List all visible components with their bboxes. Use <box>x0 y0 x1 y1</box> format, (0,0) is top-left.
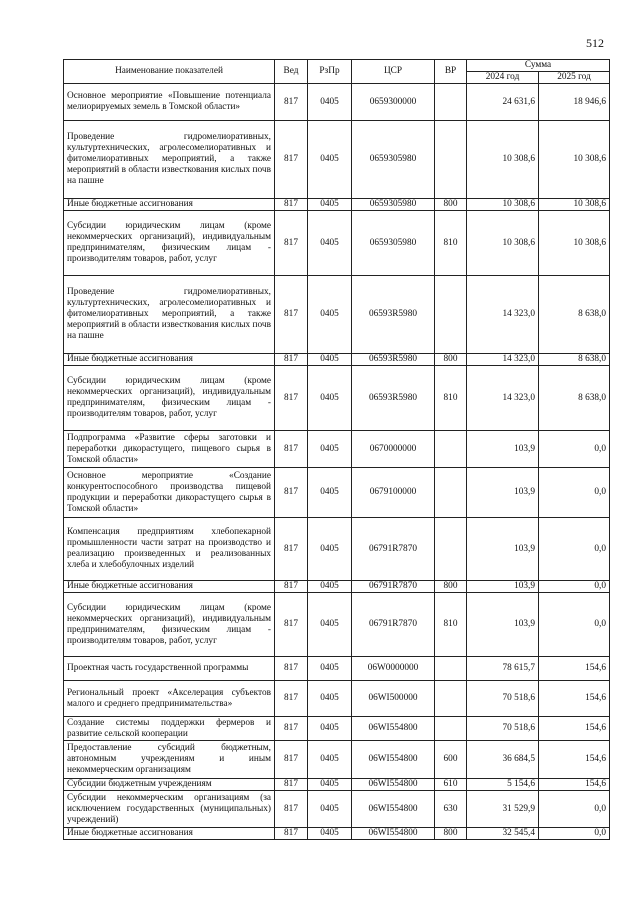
row-csr: 06WI500000 <box>352 681 435 717</box>
row-ved: 817 <box>275 366 308 431</box>
row-csr: 0679100000 <box>352 468 435 518</box>
row-csr: 06791R7870 <box>352 581 435 593</box>
header-rzpr: РзПр <box>308 60 352 84</box>
row-2025: 18 946,6 <box>539 84 610 121</box>
row-ved: 817 <box>275 518 308 581</box>
row-csr: 06W0000000 <box>352 657 435 681</box>
row-csr: 0659305980 <box>352 199 435 211</box>
row-csr: 0659305980 <box>352 211 435 276</box>
row-ved: 817 <box>275 741 308 779</box>
table-row <box>64 354 610 366</box>
row-name: Проведение гидромелиоративных, культуртехнических, агролесомелиоративных и фитомелиоративных мероприятий, а также мероприятий в области известкования кислых почв на пашне <box>64 121 275 199</box>
row-2024: 32 545,4 <box>467 828 539 840</box>
row-2024: 10 308,6 <box>467 121 539 199</box>
row-rzpr: 0405 <box>308 581 352 593</box>
row-name: Иные бюджетные ассигнования <box>64 199 275 211</box>
row-vr <box>435 657 467 681</box>
row-ved: 817 <box>275 779 308 791</box>
row-rzpr: 0405 <box>308 366 352 431</box>
row-ved: 817 <box>275 581 308 593</box>
row-vr <box>435 276 467 354</box>
row-csr: 06593R5980 <box>352 276 435 354</box>
row-vr: 810 <box>435 366 467 431</box>
row-name: Проведение гидромелиоративных, культуртехнических, агролесомелиоративных и фитомелиоративных мероприятий, а также мероприятий в области известкования кислых почв на пашне <box>64 276 275 354</box>
row-2025: 10 308,6 <box>539 211 610 276</box>
row-rzpr: 0405 <box>308 681 352 717</box>
header-vr: ВР <box>435 60 467 84</box>
row-csr: 06791R7870 <box>352 593 435 657</box>
row-2024: 103,9 <box>467 468 539 518</box>
row-name: Иные бюджетные ассигнования <box>64 828 275 840</box>
row-2025: 0,0 <box>539 581 610 593</box>
row-2025: 0,0 <box>539 431 610 468</box>
row-name: Субсидии юридическим лицам (кроме некоммерческих организаций), индивидуальным предпринимателям, физическим лицам - производителям товаров, работ, услуг <box>64 211 275 276</box>
row-2024: 14 323,0 <box>467 366 539 431</box>
row-2024: 70 518,6 <box>467 681 539 717</box>
row-name: Подпрограмма «Развитие сферы заготовки и переработки дикорастущего, пищевого сырья в Томской области» <box>64 431 275 468</box>
table-row <box>64 276 610 354</box>
header-sum: Сумма <box>467 60 610 72</box>
budget-table <box>63 59 610 840</box>
row-rzpr: 0405 <box>308 717 352 741</box>
row-2024: 103,9 <box>467 593 539 657</box>
table-row <box>64 518 610 581</box>
row-rzpr: 0405 <box>308 276 352 354</box>
row-ved: 817 <box>275 354 308 366</box>
row-csr: 06791R7870 <box>352 518 435 581</box>
row-vr <box>435 717 467 741</box>
row-2024: 103,9 <box>467 431 539 468</box>
row-ved: 817 <box>275 276 308 354</box>
row-2025: 10 308,6 <box>539 199 610 211</box>
row-vr <box>435 84 467 121</box>
row-ved: 817 <box>275 431 308 468</box>
row-2024: 103,9 <box>467 581 539 593</box>
row-2025: 10 308,6 <box>539 121 610 199</box>
row-ved: 817 <box>275 121 308 199</box>
table-row <box>64 366 610 431</box>
row-2024: 103,9 <box>467 518 539 581</box>
row-name: Иные бюджетные ассигнования <box>64 581 275 593</box>
row-rzpr: 0405 <box>308 828 352 840</box>
table-row <box>64 431 610 468</box>
row-name: Иные бюджетные ассигнования <box>64 354 275 366</box>
row-2025: 0,0 <box>539 518 610 581</box>
row-2024: 14 323,0 <box>467 276 539 354</box>
row-2024: 78 615,7 <box>467 657 539 681</box>
row-name: Компенсация предприятиям хлебопекарной промышленности части затрат на производство и реализацию произведенных и реализованных хлеба и хлебобулочных изделий <box>64 518 275 581</box>
row-csr: 06593R5980 <box>352 354 435 366</box>
header-csr: ЦСР <box>352 60 435 84</box>
row-rzpr: 0405 <box>308 199 352 211</box>
table-row <box>64 791 610 828</box>
row-ved: 817 <box>275 681 308 717</box>
row-name: Основное мероприятие «Создание конкурентоспособного производства пищевой продукции и переработки дикорастущего сырья в Томской области» <box>64 468 275 518</box>
table-row <box>64 468 610 518</box>
row-vr <box>435 468 467 518</box>
table-row <box>64 741 610 779</box>
header-2025: 2025 год <box>539 72 610 84</box>
table-row <box>64 211 610 276</box>
row-csr: 0659305980 <box>352 121 435 199</box>
table-row <box>64 199 610 211</box>
row-csr: 06WI554800 <box>352 828 435 840</box>
row-2025: 154,6 <box>539 741 610 779</box>
table-row <box>64 581 610 593</box>
row-rzpr: 0405 <box>308 779 352 791</box>
row-ved: 817 <box>275 717 308 741</box>
row-vr: 630 <box>435 791 467 828</box>
row-name: Субсидии бюджетным учреждениям <box>64 779 275 791</box>
row-vr: 810 <box>435 211 467 276</box>
row-2024: 14 323,0 <box>467 354 539 366</box>
table-body <box>64 84 610 840</box>
row-2025: 8 638,0 <box>539 276 610 354</box>
row-2025: 154,6 <box>539 681 610 717</box>
row-csr: 06WI554800 <box>352 741 435 779</box>
table-row <box>64 593 610 657</box>
row-name: Субсидии юридическим лицам (кроме некоммерческих организаций), индивидуальным предпринимателям, физическим лицам - производителям товаров, работ, услуг <box>64 366 275 431</box>
row-name: Проектная часть государственной программы <box>64 657 275 681</box>
row-rzpr: 0405 <box>308 657 352 681</box>
row-vr <box>435 431 467 468</box>
row-name: Создание системы поддержки фермеров и развитие сельской кооперации <box>64 717 275 741</box>
row-2025: 8 638,0 <box>539 366 610 431</box>
row-2024: 10 308,6 <box>467 211 539 276</box>
row-ved: 817 <box>275 828 308 840</box>
table-row <box>64 717 610 741</box>
table-row <box>64 121 610 199</box>
row-ved: 817 <box>275 84 308 121</box>
row-vr: 800 <box>435 828 467 840</box>
row-name: Предоставление субсидий бюджетным, автономным учреждениям и иным некоммерческим организациям <box>64 741 275 779</box>
row-2025: 154,6 <box>539 717 610 741</box>
row-rzpr: 0405 <box>308 211 352 276</box>
table-row <box>64 657 610 681</box>
row-rzpr: 0405 <box>308 354 352 366</box>
row-ved: 817 <box>275 199 308 211</box>
row-csr: 06WI554800 <box>352 717 435 741</box>
row-2024: 31 529,9 <box>467 791 539 828</box>
row-2024: 36 684,5 <box>467 741 539 779</box>
row-ved: 817 <box>275 791 308 828</box>
row-vr <box>435 121 467 199</box>
row-csr: 0659300000 <box>352 84 435 121</box>
row-vr: 800 <box>435 581 467 593</box>
row-name: Субсидии юридическим лицам (кроме некоммерческих организаций), индивидуальным предпринимателям, физическим лицам - производителям товаров, работ, услуг <box>64 593 275 657</box>
header-name: Наименование показателей <box>64 60 275 84</box>
row-2024: 70 518,6 <box>467 717 539 741</box>
row-2025: 0,0 <box>539 791 610 828</box>
row-rzpr: 0405 <box>308 593 352 657</box>
row-rzpr: 0405 <box>308 431 352 468</box>
row-name: Региональный проект «Акселерация субъектов малого и среднего предпринимательства» <box>64 681 275 717</box>
row-2025: 0,0 <box>539 828 610 840</box>
row-rzpr: 0405 <box>308 84 352 121</box>
row-vr: 810 <box>435 593 467 657</box>
row-2024: 5 154,6 <box>467 779 539 791</box>
table-row <box>64 84 610 121</box>
row-vr: 800 <box>435 354 467 366</box>
row-rzpr: 0405 <box>308 741 352 779</box>
row-vr: 610 <box>435 779 467 791</box>
row-rzpr: 0405 <box>308 121 352 199</box>
header-2024: 2024 год <box>467 72 539 84</box>
row-ved: 817 <box>275 657 308 681</box>
row-2024: 24 631,6 <box>467 84 539 121</box>
table-row <box>64 779 610 791</box>
row-2024: 10 308,6 <box>467 199 539 211</box>
row-2025: 154,6 <box>539 779 610 791</box>
row-vr <box>435 518 467 581</box>
row-rzpr: 0405 <box>308 518 352 581</box>
row-csr: 0670000000 <box>352 431 435 468</box>
header-ved: Вед <box>275 60 308 84</box>
row-ved: 817 <box>275 211 308 276</box>
row-csr: 06WI554800 <box>352 779 435 791</box>
row-ved: 817 <box>275 468 308 518</box>
row-name: Субсидии некоммерческим организациям (за исключением государственных (муниципальных) учреждений) <box>64 791 275 828</box>
row-csr: 06593R5980 <box>352 366 435 431</box>
row-csr: 06WI554800 <box>352 791 435 828</box>
row-ved: 817 <box>275 593 308 657</box>
row-name: Основное мероприятие «Повышение потенциала мелиорируемых земель в Томской области» <box>64 84 275 121</box>
row-vr: 600 <box>435 741 467 779</box>
table-row <box>64 828 610 840</box>
row-2025: 0,0 <box>539 593 610 657</box>
table-row <box>64 681 610 717</box>
row-rzpr: 0405 <box>308 468 352 518</box>
row-rzpr: 0405 <box>308 791 352 828</box>
row-vr <box>435 681 467 717</box>
row-vr: 800 <box>435 199 467 211</box>
page-number: 512 <box>586 36 604 50</box>
row-2025: 0,0 <box>539 468 610 518</box>
row-2025: 154,6 <box>539 657 610 681</box>
row-2025: 8 638,0 <box>539 354 610 366</box>
